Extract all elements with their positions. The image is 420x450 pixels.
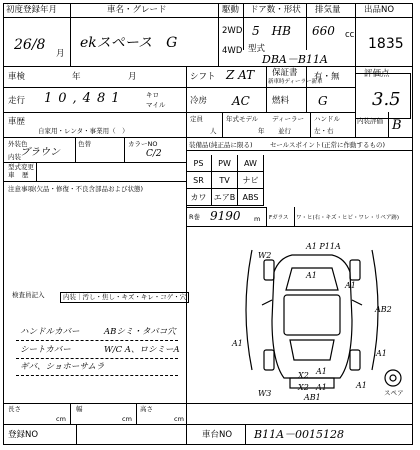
engine-label: 排気量 — [315, 5, 341, 15]
rule — [136, 403, 137, 424]
interior-label: 内装評価 — [357, 117, 383, 125]
shift-label: シフト — [190, 72, 216, 82]
seats-unit: 人 — [210, 127, 217, 135]
shaken-year-unit: 年 — [72, 72, 81, 82]
engine-unit: cc — [345, 30, 355, 40]
height-label: 高さ — [140, 405, 153, 413]
inspection-note: シートカバー — [20, 345, 71, 355]
type-label: 型式 — [248, 44, 266, 54]
chassis-label: 車台NO — [202, 430, 233, 440]
inspection-label: 検査員記入 — [12, 291, 45, 299]
lot-value: 1835 — [368, 36, 404, 52]
seats-label: 定員 — [190, 115, 203, 123]
shift-value: Z AT — [226, 68, 255, 82]
fuel-value: G — [318, 94, 328, 108]
drive-label: 駆動 — [222, 5, 240, 15]
warranty-yesno: 有・無 — [314, 72, 340, 82]
year-model-unit: 年 — [258, 127, 265, 135]
diagram-mark: X2 — [298, 371, 309, 380]
r-unit: m — [254, 215, 261, 223]
equip-airbag: エアB — [212, 189, 238, 206]
diagram-mark: A1 P11A — [306, 242, 341, 251]
length-unit: cm — [56, 415, 66, 423]
diagram-mark: A1 — [345, 281, 356, 290]
shaken-label: 車検 — [8, 72, 26, 82]
dealer-sub: 並行 — [278, 127, 291, 135]
type-value: DBA－B11A — [262, 53, 328, 66]
diagram-mark: W3 — [258, 389, 272, 398]
handle-label: ハンドル — [314, 115, 340, 123]
handle-value: 左・右 — [314, 127, 334, 135]
diagram-mark: AB2 — [375, 305, 392, 314]
km-unit: キロ — [146, 91, 159, 99]
exterior-label: 外装色 — [8, 140, 28, 148]
rule — [70, 403, 71, 424]
engine-value: 660 — [312, 24, 335, 38]
chassis-value: B11A－0015128 — [254, 428, 345, 441]
equip-aw: AW — [238, 155, 264, 172]
inspection-options: 内装｜汚し・焦し・キズ・キレ・コゲ・穴 — [60, 292, 189, 303]
drive-2wd: 2WD — [222, 26, 243, 36]
color-no-label: カラーNO — [128, 140, 158, 148]
r-label: R巻 — [189, 213, 201, 221]
door-label: ドア数・形状 — [250, 5, 301, 15]
year-model-label: 年式モデル — [226, 115, 259, 123]
height-unit: cm — [174, 415, 184, 423]
model-label: 車名・グレード — [107, 5, 167, 15]
diagram-mark: A1 — [316, 367, 327, 376]
equip-pw: PW — [212, 155, 238, 172]
width-unit: cm — [122, 415, 132, 423]
first-reg-unit: 月 — [56, 49, 65, 59]
equip-kawa: カワ — [186, 189, 212, 206]
warranty-label: 保証書 — [272, 68, 298, 78]
ac-value: AC — [232, 94, 250, 108]
mileage-label: 走行 — [8, 96, 26, 106]
ac-label: 冷房 — [190, 96, 208, 106]
mile-unit: マイル — [146, 101, 166, 109]
dealer-label: ディーラー — [272, 115, 304, 123]
door-value: 5 HB — [252, 24, 291, 38]
interior-color-label: 内装 — [8, 153, 21, 161]
reg-label: 登録NO — [8, 430, 39, 440]
equip-abs: ABS — [238, 189, 264, 206]
diagram-mark: A1 — [316, 383, 327, 392]
width-label: 幅 — [76, 405, 83, 413]
drive-4wd: 4WD — [222, 46, 243, 56]
exterior-value: ブラウン — [20, 147, 60, 158]
change-label: 型式変更 — [8, 163, 34, 171]
diagram-mark: A1 — [232, 339, 243, 348]
inspection-note: ABシミ・タバコ穴 — [104, 327, 176, 337]
equip-sr: SR — [186, 172, 212, 189]
diagram-mark: W2 — [258, 251, 272, 260]
inspection-note: W/C A、ロシミーA — [104, 345, 180, 355]
history-label: 車歴 — [8, 117, 26, 127]
inspection-note: ハンドルカバー — [20, 327, 80, 337]
length-label: 長さ — [8, 405, 21, 413]
first-reg-label: 初度登録年月 — [6, 5, 58, 15]
diagram-mark: X2 — [298, 383, 309, 392]
equipment-title: 装備品(純正品に限る) — [189, 141, 253, 149]
glass-label: Fガラス — [269, 215, 289, 221]
lot-label: 出品NO — [364, 5, 395, 15]
diagram-mark: AB1 — [304, 393, 321, 402]
warranty-sub: 新車時ディーラー新車 — [268, 79, 323, 85]
interior-value: B — [392, 118, 402, 133]
shaken-month-unit: 月 — [128, 72, 137, 82]
fuel-label: 燃料 — [272, 96, 290, 106]
equip-ps: PS — [186, 155, 212, 172]
model-value: ekスペース G — [80, 35, 178, 51]
glass-options: ワ・ヒ(右・キズ・ヒビ・ワレ・リペア跡) — [296, 215, 400, 221]
equip-tv: TV — [212, 172, 238, 189]
change-sub2: 歴 — [22, 171, 29, 179]
diagram-mark: A1 — [306, 271, 317, 280]
color-no-value: C/2 — [146, 149, 162, 159]
score-label: 評価点 — [364, 69, 390, 79]
diagram-mark: A1 — [376, 349, 387, 358]
history-sub: 自家用・レンタ・事業用（ ） — [38, 127, 129, 135]
change-sub: 車 — [8, 171, 15, 179]
mileage-value: 10,481 — [44, 91, 126, 106]
diagram-mark: A1 — [356, 381, 367, 390]
inspection-note: ギバ、ショホーサムラ — [20, 362, 105, 372]
equip-navi: ナビ — [238, 172, 264, 189]
score-value: 3.5 — [372, 89, 401, 110]
first-reg-value: 26/8 — [14, 37, 46, 53]
spare-label: スペア — [384, 389, 404, 397]
color-label: 色替 — [78, 140, 91, 148]
r-value: 9190 — [210, 209, 241, 223]
notes-label: 注意事項(欠品・修復・不良含部品および状態) — [8, 185, 144, 193]
sales-label: セールスポイント(正常に作動するもの) — [270, 141, 385, 149]
